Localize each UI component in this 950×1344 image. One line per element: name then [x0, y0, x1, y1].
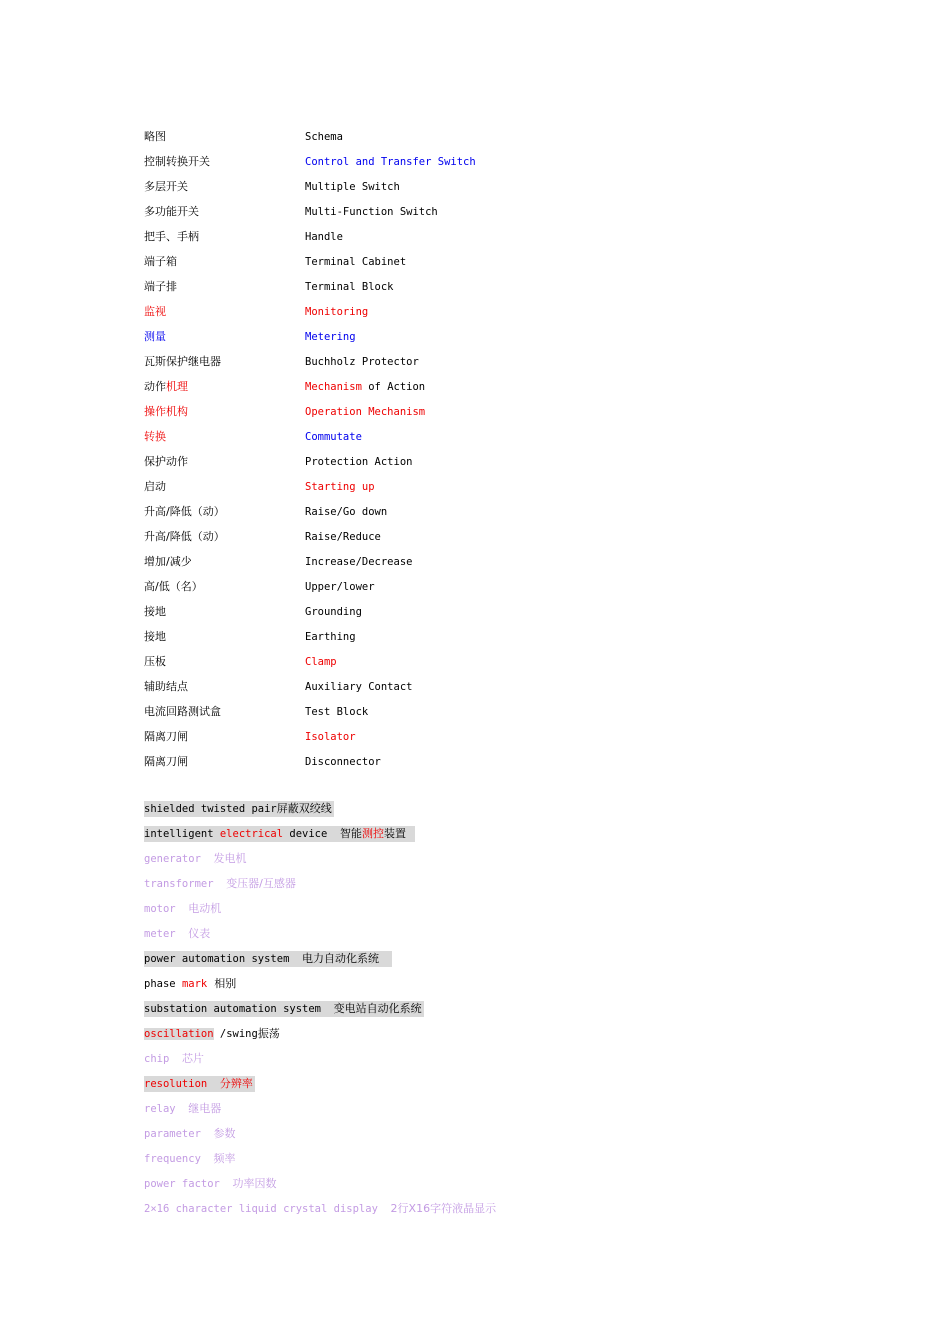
term-segment: Test Block — [305, 706, 369, 718]
term-segment: 机理 — [166, 380, 188, 393]
term-segment: frequency — [144, 1153, 214, 1165]
glossary-row — [144, 329, 644, 354]
term-line — [144, 826, 415, 842]
term-row — [144, 826, 744, 851]
chinese-term — [144, 704, 221, 720]
chinese-term — [144, 404, 188, 420]
term-segment: 屏蔽双绞线 — [276, 802, 332, 815]
term-row — [144, 1001, 744, 1026]
english-term — [305, 229, 343, 245]
term-segment: 控制转换开关 — [144, 155, 210, 168]
term-line — [144, 1051, 206, 1067]
term-line — [144, 1076, 255, 1092]
term-segment: relay — [144, 1103, 189, 1115]
glossary-row — [144, 654, 644, 679]
term-segment: 升高/降低（动） — [144, 505, 225, 518]
term-segment: transformer — [144, 878, 227, 890]
term-segment: 升高/降低（动） — [144, 530, 225, 543]
term-line — [144, 901, 223, 917]
term-segment: substation automation system — [144, 1003, 334, 1015]
term-segment: Terminal Cabinet — [305, 256, 407, 268]
term-row — [144, 1026, 744, 1051]
glossary-row — [144, 579, 644, 604]
term-segment: electrical — [219, 828, 284, 840]
term-segment: 接地 — [144, 605, 166, 618]
glossary-row — [144, 454, 644, 479]
term-line — [144, 1176, 279, 1192]
term-line — [144, 1101, 223, 1117]
term-segment: Operation Mechanism — [305, 406, 426, 418]
term-segment: Metering — [305, 331, 356, 343]
term-segment: 2行X16字符液晶显示 — [390, 1202, 497, 1215]
term-row — [144, 1101, 744, 1126]
chinese-term — [144, 604, 166, 620]
term-line — [144, 851, 249, 867]
english-term — [305, 504, 387, 520]
term-segment: Multi-Function Switch — [305, 206, 438, 218]
english-term — [305, 304, 368, 320]
english-term — [305, 379, 425, 395]
term-segment: 继电器 — [188, 1102, 222, 1115]
glossary-table — [144, 129, 644, 779]
term-segment: 变电站自动化系统 — [333, 1002, 422, 1015]
term-segment: Schema — [305, 131, 343, 143]
term-segment: Raise/Go down — [305, 506, 388, 518]
term-segment: 2×16 character liquid crystal display — [144, 1203, 391, 1215]
chinese-term — [144, 154, 210, 170]
term-row — [144, 876, 744, 901]
term-segment: meter — [144, 928, 189, 940]
term-segment: oscillation — [144, 1028, 214, 1040]
term-row — [144, 1051, 744, 1076]
chinese-term — [144, 729, 188, 745]
term-segment: 高/低（名） — [144, 580, 203, 593]
term-segment: 测量 — [144, 330, 166, 343]
glossary-row — [144, 304, 644, 329]
glossary-row — [144, 679, 644, 704]
term-segment: 相别 — [207, 977, 237, 990]
glossary-row — [144, 154, 644, 179]
english-term — [305, 329, 356, 345]
term-segment: Handle — [305, 231, 343, 243]
chinese-term — [144, 229, 199, 245]
glossary-row — [144, 179, 644, 204]
chinese-term — [144, 279, 177, 295]
glossary-row — [144, 404, 644, 429]
term-segment: 电流回路测试盒 — [144, 705, 221, 718]
term-row — [144, 1151, 744, 1176]
term-segment: motor — [144, 903, 189, 915]
glossary-row — [144, 604, 644, 629]
term-segment: 启动 — [144, 480, 166, 493]
term-segment: Terminal Block — [305, 281, 394, 293]
chinese-term — [144, 504, 225, 520]
chinese-term — [144, 454, 188, 470]
term-line — [144, 976, 238, 992]
term-segment: mark — [181, 978, 208, 990]
english-term — [305, 204, 438, 220]
term-segment: 压板 — [144, 655, 166, 668]
glossary-row — [144, 379, 644, 404]
chinese-term — [144, 579, 203, 595]
terms-list — [144, 801, 744, 1226]
english-term — [305, 354, 419, 370]
glossary-row — [144, 629, 644, 654]
term-segment: Commutate — [305, 431, 362, 443]
term-segment: 监视 — [144, 305, 166, 318]
term-segment: 把手、手柄 — [144, 230, 199, 243]
term-segment: 多层开关 — [144, 180, 188, 193]
chinese-term — [144, 354, 221, 370]
term-segment: 转换 — [144, 430, 166, 443]
chinese-term — [144, 329, 166, 345]
glossary-row — [144, 204, 644, 229]
english-term — [305, 529, 381, 545]
english-term — [305, 254, 406, 270]
glossary-row — [144, 554, 644, 579]
term-line — [144, 926, 212, 942]
glossary-row — [144, 254, 644, 279]
term-segment: 振荡 — [257, 1027, 280, 1040]
term-row — [144, 976, 744, 1001]
term-line — [144, 1151, 238, 1167]
term-line — [144, 801, 334, 817]
term-segment: 频率 — [213, 1152, 236, 1165]
term-line — [144, 951, 392, 967]
chinese-term — [144, 254, 177, 270]
term-line — [144, 1201, 498, 1217]
term-segment: generator — [144, 853, 214, 865]
term-segment: 测控 — [361, 827, 384, 840]
term-segment: 瓦斯保护继电器 — [144, 355, 221, 368]
term-segment: parameter — [144, 1128, 214, 1140]
english-term — [305, 629, 356, 645]
term-segment: 隔离刀闸 — [144, 755, 188, 768]
term-segment: 电力自动化系统 — [302, 952, 390, 965]
chinese-term — [144, 379, 188, 395]
chinese-term — [144, 629, 166, 645]
term-segment: Grounding — [305, 606, 362, 618]
english-term — [305, 679, 412, 695]
term-segment: Raise/Reduce — [305, 531, 381, 543]
term-segment: Upper/lower — [305, 581, 375, 593]
term-segment: resolution — [144, 1078, 220, 1090]
term-segment: Protection Action — [305, 456, 413, 468]
term-segment: 功率因数 — [232, 1177, 277, 1190]
term-row — [144, 1201, 744, 1226]
term-row — [144, 801, 744, 826]
glossary-row — [144, 754, 644, 779]
term-segment: 略图 — [144, 130, 166, 143]
term-segment: 操作机构 — [144, 405, 188, 418]
term-segment: power automation system — [144, 953, 303, 965]
term-segment: 分辨率 — [219, 1077, 253, 1090]
term-segment: 保护动作 — [144, 455, 188, 468]
term-segment: Auxiliary Contact — [305, 681, 413, 693]
english-term — [305, 454, 412, 470]
term-segment: Starting up — [305, 481, 375, 493]
english-term — [305, 179, 400, 195]
term-segment: shielded twisted pair — [144, 803, 277, 815]
term-segment: Clamp — [305, 656, 337, 668]
term-segment: Increase/Decrease — [305, 556, 413, 568]
term-segment: 多功能开关 — [144, 205, 199, 218]
term-row — [144, 851, 744, 876]
glossary-row — [144, 129, 644, 154]
term-segment: Isolator — [305, 731, 356, 743]
term-segment: Multiple Switch — [305, 181, 400, 193]
term-segment: power factor — [144, 1178, 233, 1190]
english-term — [305, 604, 362, 620]
chinese-term — [144, 554, 192, 570]
glossary-row — [144, 479, 644, 504]
term-segment: Buchholz Protector — [305, 356, 419, 368]
english-term — [305, 754, 381, 770]
term-segment: 接地 — [144, 630, 166, 643]
english-term — [305, 404, 425, 420]
term-segment: device — [283, 828, 340, 840]
term-segment: 增加/减少 — [144, 555, 192, 568]
term-line — [144, 876, 298, 892]
term-segment: 端子箱 — [144, 255, 177, 268]
term-segment: phase — [144, 978, 182, 990]
english-term — [305, 429, 362, 445]
term-line — [144, 1026, 282, 1042]
chinese-term — [144, 529, 225, 545]
english-term — [305, 129, 343, 145]
glossary-row — [144, 729, 644, 754]
term-segment: 发电机 — [213, 852, 247, 865]
term-segment: 电动机 — [188, 902, 222, 915]
term-segment: 智能 — [339, 827, 362, 840]
term-row — [144, 926, 744, 951]
term-row — [144, 1076, 744, 1101]
term-row — [144, 901, 744, 926]
english-term — [305, 479, 375, 495]
term-segment: 辅助结点 — [144, 680, 188, 693]
term-segment: intelligent — [144, 828, 220, 840]
chinese-term — [144, 754, 188, 770]
term-segment: 装置 — [383, 827, 413, 840]
glossary-row — [144, 504, 644, 529]
term-segment: /swing — [213, 1028, 258, 1040]
english-term — [305, 279, 394, 295]
term-segment: 隔离刀闸 — [144, 730, 188, 743]
term-segment: 变压器/互感器 — [226, 877, 296, 890]
term-segment: Mechanism — [305, 381, 362, 393]
term-row — [144, 951, 744, 976]
glossary-row — [144, 229, 644, 254]
term-segment: Disconnector — [305, 756, 381, 768]
chinese-term — [144, 129, 166, 145]
term-line — [144, 1001, 424, 1017]
chinese-term — [144, 429, 166, 445]
glossary-row — [144, 429, 644, 454]
glossary-row — [144, 354, 644, 379]
term-segment: 芯片 — [181, 1052, 204, 1065]
english-term — [305, 729, 356, 745]
english-term — [305, 554, 412, 570]
term-segment: Earthing — [305, 631, 356, 643]
chinese-term — [144, 179, 188, 195]
term-segment: 参数 — [213, 1127, 236, 1140]
term-row — [144, 1176, 744, 1201]
term-segment: chip — [144, 1053, 182, 1065]
term-segment: 动作 — [144, 380, 166, 393]
english-term — [305, 704, 368, 720]
glossary-row — [144, 529, 644, 554]
chinese-term — [144, 204, 199, 220]
english-term — [305, 154, 476, 170]
term-segment: 端子排 — [144, 280, 177, 293]
glossary-row — [144, 704, 644, 729]
chinese-term — [144, 654, 166, 670]
term-segment: Monitoring — [305, 306, 369, 318]
chinese-term — [144, 679, 188, 695]
english-term — [305, 654, 337, 670]
term-segment: Control and Transfer Switch — [305, 156, 476, 168]
term-segment: of Action — [361, 381, 426, 393]
term-row — [144, 1126, 744, 1151]
chinese-term — [144, 479, 166, 495]
term-line — [144, 1126, 238, 1142]
term-segment: 仪表 — [188, 927, 211, 940]
chinese-term — [144, 304, 166, 320]
english-term — [305, 579, 375, 595]
glossary-row — [144, 279, 644, 304]
